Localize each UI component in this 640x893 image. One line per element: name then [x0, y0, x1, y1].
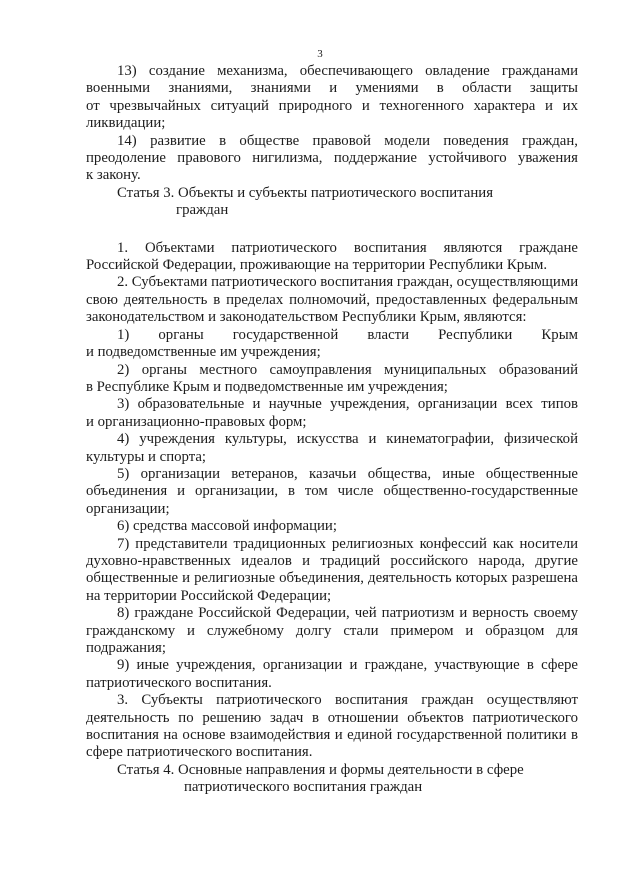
- text-line: преодоление правового нигилизма, поддержание устойчивого уважения: [86, 150, 578, 167]
- text-line: подражания;: [86, 640, 166, 656]
- text-line: 14) развитие в обществе правовой модели поведения граждан,: [117, 132, 578, 149]
- text-line: гражданскому и служебному долгу стали примером и образцом для: [86, 622, 578, 639]
- text-line: свою деятельность в пределах полномочий, предоставленных федеральным: [86, 291, 578, 308]
- text-line: законодательством и законодательством Республики Крым, являются:: [86, 309, 527, 326]
- text-line: объединения и организации, в том числе общественно-государственные: [86, 483, 578, 500]
- subject-item-6: [86, 518, 578, 535]
- heading-line: патриотического воспитания граждан: [184, 779, 423, 796]
- text-line: ликвидации;: [86, 115, 166, 132]
- heading-line: Статья 3. Объекты и субъекты патриотического воспитания: [117, 184, 494, 201]
- text-line: 3. Субъекты патриотического воспитания граждан осуществляют: [117, 692, 578, 709]
- text-line: военными знаниями, знаниями и умениями в области защиты: [86, 80, 578, 97]
- page-number: 3: [317, 48, 323, 60]
- text-line: 1. Объектами патриотического воспитания являются граждане: [117, 239, 578, 256]
- text-line: 8) граждане Российской Федерации, чей патриотизм и верность своему: [117, 605, 578, 622]
- document-body: [86, 63, 578, 797]
- text-line: патриотического воспитания.: [86, 674, 272, 691]
- subject-item-2: [86, 362, 578, 397]
- text-line: 2. Субъектами патриотического воспитания граждан, осуществляющими: [117, 274, 579, 291]
- text-line: организации;: [86, 500, 170, 517]
- text-line: 7) представители традиционных религиозных конфессий как носители: [117, 535, 578, 552]
- article-3-heading: [86, 185, 578, 220]
- text-line: 13) создание механизма, обеспечивающего овладение гражданами: [117, 63, 578, 79]
- heading-line: граждан: [176, 202, 229, 219]
- clause-1: [86, 240, 578, 275]
- clause-3: [86, 692, 578, 762]
- text-line: к закону.: [86, 167, 141, 184]
- text-line: духовно-нравственных идеалов и традиций российского народа, другие: [86, 552, 578, 569]
- text-line: 5) организации ветеранов, казачьи общества, иные общественные: [117, 465, 578, 482]
- text-line: 2) органы местного самоуправления муниципальных образований: [117, 361, 578, 378]
- text-line: сфере патриотического воспитания.: [86, 744, 313, 761]
- subject-item-8: [86, 605, 578, 657]
- text-line: в Республике Крым и подведомственные им учреждения;: [86, 378, 448, 395]
- text-line: воспитания на основе взаимодействия и единой государственной политики в: [86, 727, 578, 744]
- text-line: 4) учреждения культуры, искусства и кинематографии, физической: [117, 431, 578, 448]
- text-line: 6) средства массовой информации;: [117, 518, 337, 535]
- list-item-13: [86, 63, 578, 133]
- text-line: культуры и спорта;: [86, 448, 207, 465]
- list-item-14: [86, 133, 578, 185]
- text-line: общественные и религиозные объединения, деятельность которых разрешена: [86, 570, 578, 587]
- subject-item-5: [86, 466, 578, 518]
- text-line: и подведомственные им учреждения;: [86, 344, 321, 361]
- subject-item-3: [86, 396, 578, 431]
- article-4-heading: [86, 762, 578, 797]
- text-line: и организационно-правовых форм;: [86, 413, 307, 430]
- clause-2: [86, 274, 578, 326]
- text-line: от чрезвычайных ситуаций природного и техногенного характера и их: [86, 97, 578, 114]
- heading-line: Статья 4. Основные направления и формы деятельности в сфере: [117, 761, 524, 778]
- text-line: Российской Федерации, проживающие на территории Республики Крым.: [86, 257, 548, 274]
- subject-item-4: [86, 431, 578, 466]
- text-line: 3) образовательные и научные учреждения, организации всех типов: [117, 396, 578, 413]
- subject-item-9: [86, 657, 578, 692]
- subject-item-7: [86, 536, 578, 606]
- text-line: деятельность по решению задач в отношении объектов патриотического: [86, 709, 578, 726]
- subject-item-1: [86, 327, 578, 362]
- text-line: 9) иные учреждения, организации и граждане, участвующие в сфере: [117, 657, 578, 674]
- text-line: 1) органы государственной власти Республики Крым: [117, 326, 578, 343]
- text-line: на территории Российской Федерации;: [86, 587, 332, 604]
